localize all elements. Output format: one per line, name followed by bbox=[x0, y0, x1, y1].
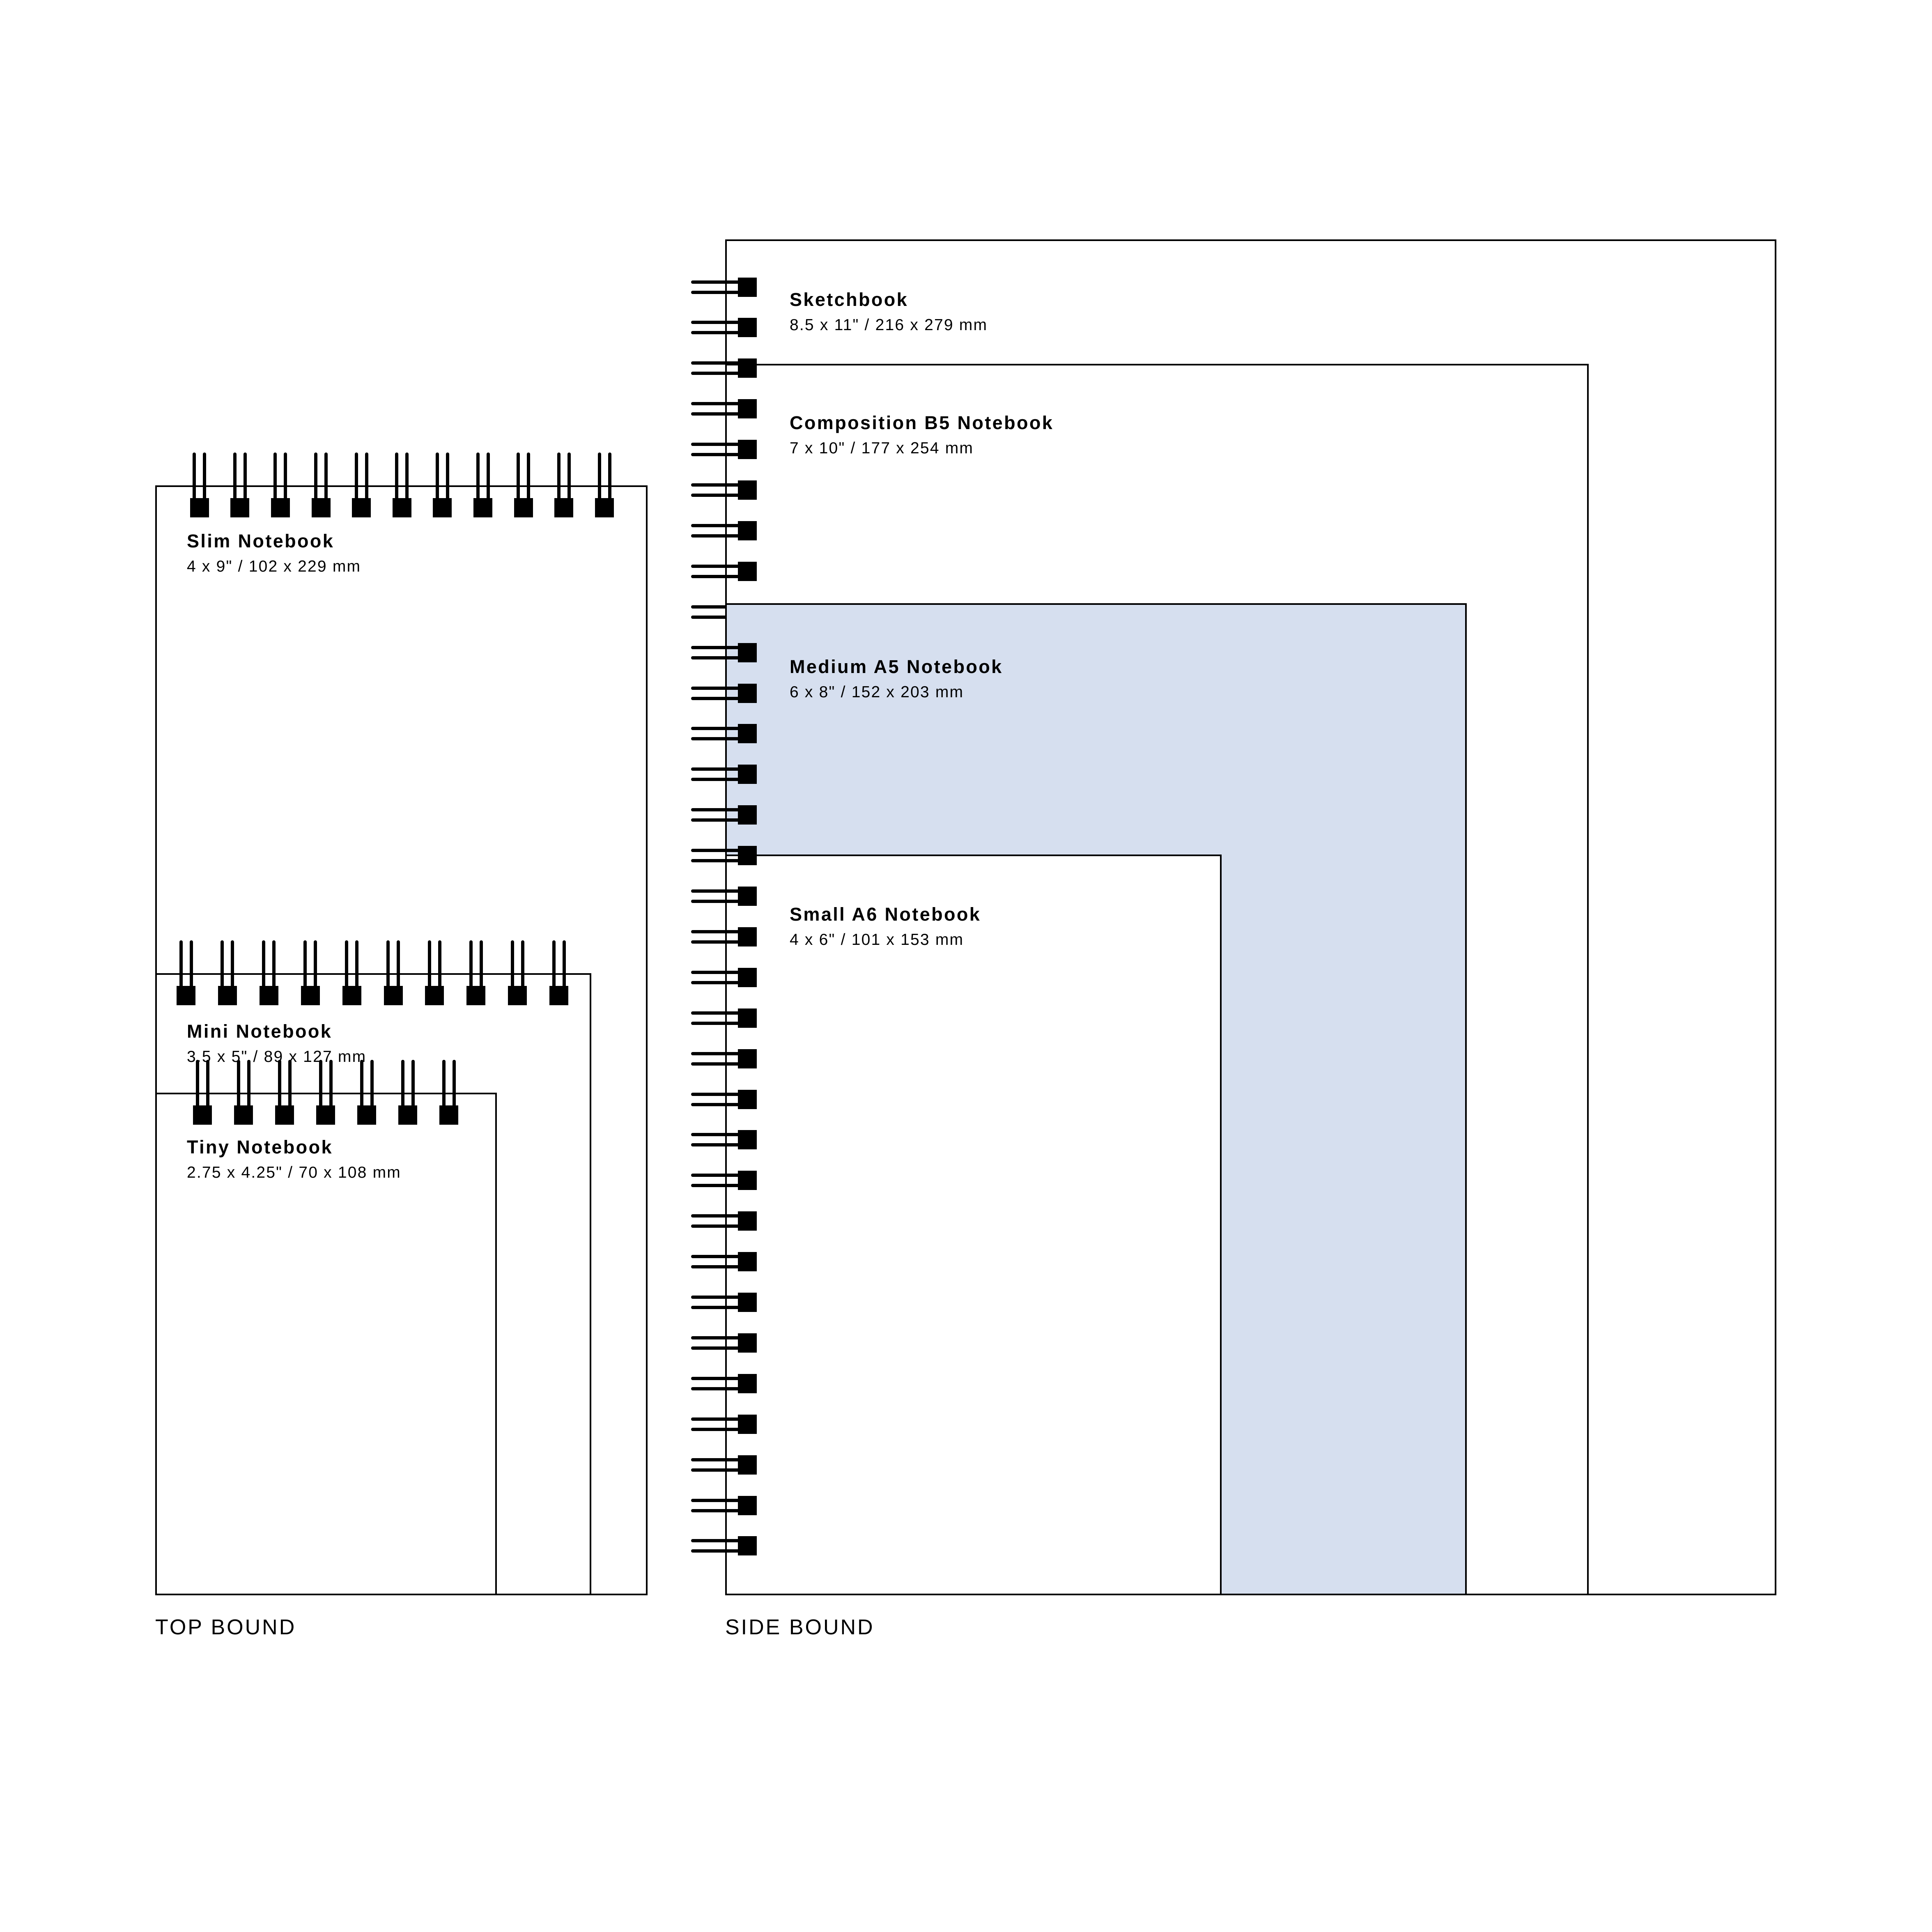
binding-square bbox=[738, 968, 757, 987]
binding-square bbox=[738, 684, 757, 703]
notebook-label-tiny bbox=[187, 1136, 401, 1183]
notebook-title: Slim Notebook bbox=[187, 531, 335, 551]
notebook-title: Small A6 Notebook bbox=[790, 904, 981, 925]
notebook-label-mini bbox=[187, 1020, 366, 1067]
binding-wire bbox=[691, 402, 741, 405]
binding-wire bbox=[567, 453, 571, 503]
binding-square bbox=[738, 1333, 757, 1353]
binding-square bbox=[738, 521, 757, 540]
binding-wire bbox=[691, 1346, 741, 1350]
binding-wire bbox=[691, 412, 741, 416]
binding-square bbox=[738, 278, 757, 297]
binding-wire bbox=[453, 1060, 456, 1111]
binding-square bbox=[738, 1090, 757, 1109]
binding-square bbox=[738, 1252, 757, 1271]
binding-wire bbox=[691, 1143, 741, 1146]
binding-wire bbox=[237, 1060, 240, 1111]
binding-wire bbox=[691, 1458, 741, 1461]
notebook-title: Tiny Notebook bbox=[187, 1137, 333, 1158]
binding-wire bbox=[691, 1224, 741, 1228]
binding-wire bbox=[691, 1468, 741, 1472]
binding-wire bbox=[691, 321, 741, 324]
binding-wire bbox=[691, 1022, 741, 1025]
binding-wire bbox=[278, 1060, 281, 1111]
binding-square bbox=[595, 498, 614, 517]
binding-wire bbox=[608, 453, 611, 503]
binding-wire bbox=[247, 1060, 250, 1111]
binding-square bbox=[352, 498, 371, 517]
binding-wire bbox=[179, 940, 183, 991]
binding-wire bbox=[314, 940, 317, 991]
binding-wire bbox=[691, 575, 741, 578]
notebook-title: Medium A5 Notebook bbox=[790, 656, 1003, 677]
binding-wire bbox=[691, 291, 741, 294]
binding-square bbox=[466, 986, 485, 1005]
binding-square bbox=[554, 498, 573, 517]
binding-wire bbox=[314, 453, 317, 503]
binding-square bbox=[439, 1105, 458, 1125]
binding-wire bbox=[397, 940, 400, 991]
binding-square bbox=[738, 1130, 757, 1149]
binding-wire bbox=[517, 453, 520, 503]
binding-wire bbox=[428, 940, 431, 991]
binding-wire bbox=[691, 1255, 741, 1258]
binding-wire bbox=[345, 940, 348, 991]
binding-wire bbox=[469, 940, 473, 991]
binding-wire bbox=[319, 1060, 322, 1111]
binding-square bbox=[738, 765, 757, 784]
binding-square bbox=[425, 986, 444, 1005]
binding-square bbox=[738, 1374, 757, 1393]
binding-wire bbox=[303, 940, 307, 991]
binding-wire bbox=[691, 1011, 741, 1015]
binding-wire bbox=[691, 1174, 741, 1177]
binding-square bbox=[738, 1211, 757, 1231]
binding-square bbox=[301, 986, 320, 1005]
binding-wire bbox=[691, 646, 741, 649]
binding-wire bbox=[527, 453, 530, 503]
binding-wire bbox=[355, 940, 358, 991]
notebook-label-slim bbox=[187, 530, 361, 577]
binding-square bbox=[738, 846, 757, 865]
binding-wire bbox=[691, 656, 741, 659]
binding-wire bbox=[691, 889, 741, 893]
binding-square bbox=[398, 1105, 417, 1125]
binding-wire bbox=[221, 940, 224, 991]
binding-wire bbox=[691, 687, 741, 690]
binding-wire bbox=[329, 1060, 333, 1111]
notebook-size: 4 x 9" / 102 x 229 mm bbox=[187, 558, 361, 575]
binding-wire bbox=[193, 453, 196, 503]
binding-wire bbox=[272, 940, 276, 991]
binding-wire bbox=[691, 1509, 741, 1512]
binding-square bbox=[738, 1171, 757, 1190]
binding-square bbox=[738, 562, 757, 581]
notebook-title: Composition B5 Notebook bbox=[790, 412, 1054, 433]
notebook-size: 3.5 x 5" / 89 x 127 mm bbox=[187, 1048, 367, 1066]
notebook-title: Mini Notebook bbox=[187, 1021, 333, 1042]
binding-square bbox=[218, 986, 237, 1005]
binding-wire bbox=[262, 940, 265, 991]
binding-wire bbox=[691, 808, 741, 811]
binding-wire bbox=[691, 981, 741, 984]
notebook-size: 8.5 x 11" / 216 x 279 mm bbox=[790, 316, 988, 334]
binding-wire bbox=[436, 453, 439, 503]
binding-square bbox=[514, 498, 533, 517]
binding-square bbox=[738, 1049, 757, 1068]
binding-wire bbox=[691, 859, 741, 862]
binding-wire bbox=[231, 940, 234, 991]
group-label-side-bound: SIDE BOUND bbox=[725, 1615, 875, 1639]
binding-wire bbox=[691, 565, 741, 568]
binding-wire bbox=[691, 616, 726, 619]
binding-square bbox=[342, 986, 361, 1005]
binding-square bbox=[193, 1105, 212, 1125]
binding-wire bbox=[360, 1060, 363, 1111]
binding-wire bbox=[244, 453, 247, 503]
binding-wire bbox=[691, 1336, 741, 1339]
binding-square bbox=[357, 1105, 376, 1125]
binding-square bbox=[738, 1415, 757, 1434]
binding-wire bbox=[691, 900, 741, 903]
binding-wire bbox=[557, 453, 561, 503]
binding-wire bbox=[411, 1060, 415, 1111]
binding-square bbox=[738, 1496, 757, 1515]
binding-square bbox=[384, 986, 403, 1005]
binding-wire bbox=[691, 1093, 741, 1096]
binding-square bbox=[508, 986, 527, 1005]
binding-wire bbox=[552, 940, 556, 991]
binding-wire bbox=[691, 849, 741, 852]
binding-wire bbox=[691, 778, 741, 781]
binding-wire bbox=[355, 453, 358, 503]
binding-square bbox=[393, 498, 411, 517]
binding-wire bbox=[598, 453, 601, 503]
binding-square bbox=[738, 927, 757, 946]
binding-wire bbox=[691, 767, 741, 771]
binding-square bbox=[738, 1008, 757, 1028]
binding-wire bbox=[365, 453, 368, 503]
binding-wire bbox=[203, 453, 206, 503]
binding-square bbox=[234, 1105, 253, 1125]
binding-wire bbox=[691, 1539, 741, 1542]
binding-wire bbox=[691, 453, 741, 456]
binding-wire bbox=[395, 453, 398, 503]
binding-square bbox=[738, 805, 757, 825]
binding-square bbox=[738, 1293, 757, 1312]
binding-wire bbox=[691, 727, 741, 730]
binding-wire bbox=[691, 1296, 741, 1299]
binding-wire bbox=[190, 940, 193, 991]
binding-square bbox=[549, 986, 568, 1005]
binding-wire bbox=[446, 453, 449, 503]
binding-wire bbox=[691, 1214, 741, 1218]
notebook-label-small bbox=[790, 903, 981, 950]
binding-square bbox=[738, 399, 757, 418]
binding-square bbox=[738, 318, 757, 337]
binding-square bbox=[275, 1105, 294, 1125]
binding-wire bbox=[691, 737, 741, 740]
binding-wire bbox=[401, 1060, 404, 1111]
binding-wire bbox=[691, 1184, 741, 1187]
binding-wire bbox=[691, 1103, 741, 1106]
group-label-top-bound: TOP BOUND bbox=[155, 1615, 296, 1639]
binding-wire bbox=[405, 453, 409, 503]
binding-square bbox=[738, 440, 757, 459]
binding-square bbox=[271, 498, 290, 517]
binding-square bbox=[738, 724, 757, 743]
binding-wire bbox=[438, 940, 441, 991]
binding-wire bbox=[691, 483, 741, 487]
binding-wire bbox=[284, 453, 287, 503]
binding-square bbox=[177, 986, 195, 1005]
binding-wire bbox=[691, 1377, 741, 1380]
binding-wire bbox=[691, 1265, 741, 1268]
binding-square bbox=[433, 498, 452, 517]
binding-wire bbox=[691, 1499, 741, 1502]
binding-wire bbox=[691, 1062, 741, 1066]
binding-wire bbox=[691, 605, 726, 609]
notebook-title: Sketchbook bbox=[790, 289, 909, 310]
binding-wire bbox=[563, 940, 566, 991]
binding-wire bbox=[273, 453, 277, 503]
binding-square bbox=[738, 1536, 757, 1555]
binding-wire bbox=[324, 453, 328, 503]
binding-wire bbox=[691, 1549, 741, 1553]
binding-square bbox=[738, 887, 757, 906]
binding-square bbox=[738, 643, 757, 662]
binding-wire bbox=[480, 940, 483, 991]
binding-square bbox=[738, 480, 757, 500]
binding-wire bbox=[691, 940, 741, 944]
binding-wire bbox=[691, 331, 741, 334]
binding-square bbox=[260, 986, 278, 1005]
binding-square bbox=[473, 498, 492, 517]
binding-wire bbox=[691, 1387, 741, 1390]
binding-wire bbox=[691, 280, 741, 284]
binding-wire bbox=[691, 1133, 741, 1136]
binding-square bbox=[312, 498, 331, 517]
binding-wire bbox=[691, 443, 741, 446]
binding-wire bbox=[442, 1060, 446, 1111]
binding-square bbox=[738, 1455, 757, 1475]
binding-wire bbox=[691, 1306, 741, 1309]
binding-square bbox=[316, 1105, 335, 1125]
notebook-label-medium bbox=[790, 655, 1003, 702]
binding-wire bbox=[288, 1060, 292, 1111]
binding-square bbox=[190, 498, 209, 517]
binding-wire bbox=[691, 1052, 741, 1055]
binding-wire bbox=[691, 361, 741, 365]
binding-wire bbox=[233, 453, 237, 503]
binding-wire bbox=[691, 1428, 741, 1431]
binding-wire bbox=[196, 1060, 199, 1111]
binding-wire bbox=[487, 453, 490, 503]
binding-wire bbox=[511, 940, 514, 991]
binding-wire bbox=[476, 453, 480, 503]
notebook-outline-small-a6 bbox=[725, 855, 1222, 1595]
binding-wire bbox=[691, 494, 741, 497]
binding-wire bbox=[370, 1060, 374, 1111]
binding-wire bbox=[386, 940, 390, 991]
binding-wire bbox=[691, 930, 741, 933]
binding-wire bbox=[691, 534, 741, 538]
binding-wire bbox=[691, 372, 741, 375]
binding-square bbox=[738, 358, 757, 378]
binding-wire bbox=[691, 818, 741, 822]
binding-wire bbox=[691, 1417, 741, 1421]
binding-wire bbox=[521, 940, 524, 991]
notebook-label-composition bbox=[790, 411, 1054, 458]
binding-square bbox=[230, 498, 249, 517]
notebook-size: 6 x 8" / 152 x 203 mm bbox=[790, 683, 964, 701]
binding-wire bbox=[691, 971, 741, 974]
notebook-size: 4 x 6" / 101 x 153 mm bbox=[790, 931, 964, 949]
notebook-size: 7 x 10" / 177 x 254 mm bbox=[790, 439, 974, 457]
binding-wire bbox=[691, 524, 741, 527]
binding-wire bbox=[691, 697, 741, 700]
binding-wire bbox=[206, 1060, 209, 1111]
notebook-label-sketchbook bbox=[790, 288, 988, 335]
notebook-size: 2.75 x 4.25" / 70 x 108 mm bbox=[187, 1164, 401, 1181]
